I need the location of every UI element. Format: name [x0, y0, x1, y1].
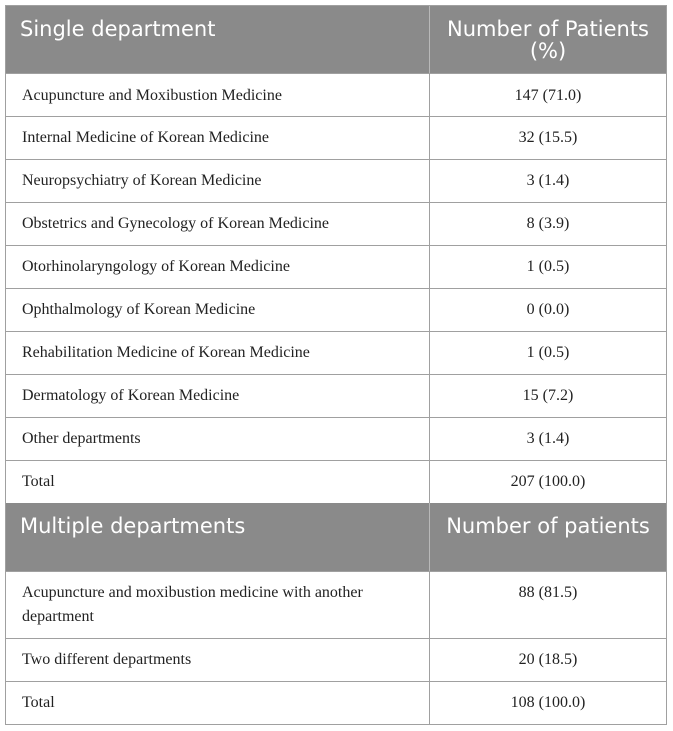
- department-label: Dermatology of Korean Medicine: [6, 375, 430, 417]
- multiple-departments-header-row: [6, 503, 666, 571]
- table-row: [6, 638, 666, 681]
- patient-count: 3 (1.4): [526, 172, 570, 189]
- patient-count: 88 (81.5): [518, 584, 578, 601]
- table-row: [6, 331, 666, 374]
- patient-count: 147 (71.0): [514, 87, 582, 104]
- patient-count: 1 (0.5): [526, 344, 570, 361]
- patients-by-department-table: [5, 5, 667, 725]
- department-label: Obstetrics and Gynecology of Korean Medicine: [6, 203, 430, 245]
- total-count: 108 (100.0): [510, 694, 586, 711]
- total-count: 207 (100.0): [510, 473, 586, 490]
- department-label: Ophthalmology of Korean Medicine: [6, 289, 430, 331]
- department-label: Two different departments: [6, 639, 430, 681]
- table-row: [6, 159, 666, 202]
- patient-count: 1 (0.5): [526, 258, 570, 275]
- multiple-departments-header: Multiple departments: [6, 503, 430, 571]
- department-label: Neuropsychiatry of Korean Medicine: [6, 160, 430, 202]
- number-of-patients-header: Number of patients: [446, 514, 650, 538]
- total-row: [6, 460, 666, 503]
- table-row: [6, 417, 666, 460]
- table-row: [6, 288, 666, 331]
- total-label: Total: [6, 461, 430, 503]
- department-label: Acupuncture and Moxibustion Medicine: [6, 74, 430, 116]
- patient-count: 0 (0.0): [526, 301, 570, 318]
- department-label: Other departments: [6, 418, 430, 460]
- department-label: Rehabilitation Medicine of Korean Medicine: [6, 332, 430, 374]
- number-of-patients-header: Number of Patients (%): [446, 17, 649, 63]
- department-label: Otorhinolaryngology of Korean Medicine: [6, 246, 430, 288]
- patient-count: 15 (7.2): [522, 387, 574, 404]
- single-department-header: Single department: [6, 6, 430, 73]
- table-row: [6, 116, 666, 159]
- patient-count: 3 (1.4): [526, 430, 570, 447]
- table-row: [6, 73, 666, 116]
- patient-count: 20 (18.5): [518, 651, 578, 668]
- department-label: Acupuncture and moxibustion medicine with another department: [6, 572, 430, 638]
- department-label: Internal Medicine of Korean Medicine: [6, 117, 430, 159]
- table-row: [6, 374, 666, 417]
- patient-count: 32 (15.5): [518, 129, 578, 146]
- single-department-header-row: [6, 6, 666, 73]
- table-row: [6, 571, 666, 638]
- table-row: [6, 245, 666, 288]
- total-label: Total: [6, 682, 430, 724]
- patient-count: 8 (3.9): [526, 215, 570, 232]
- total-row: [6, 681, 666, 724]
- table-row: [6, 202, 666, 245]
